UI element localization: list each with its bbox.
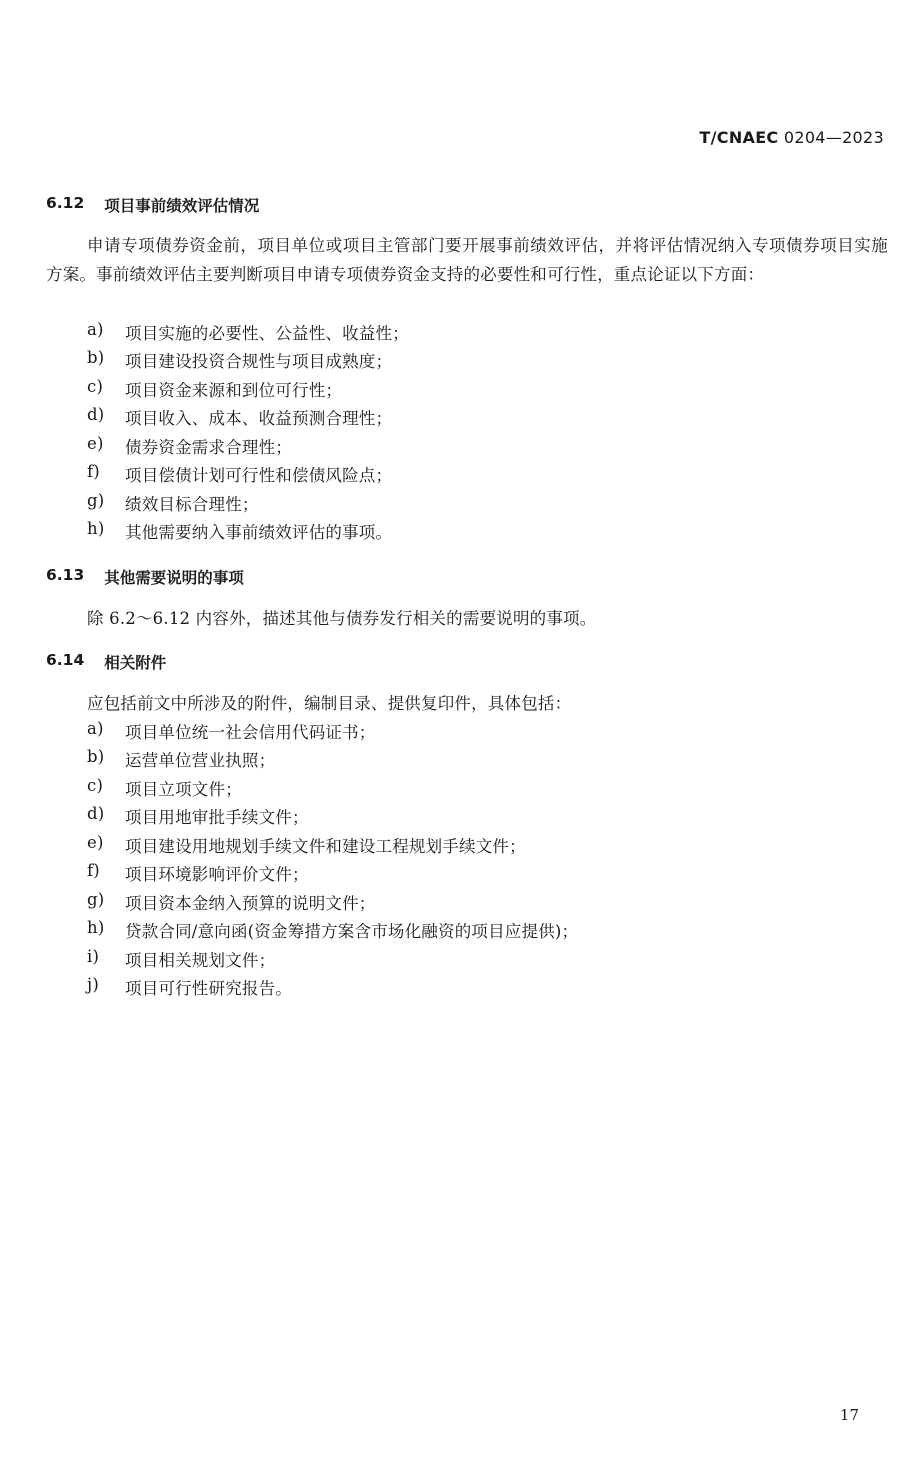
- list-marker: f): [87, 861, 100, 880]
- list-text: 项目偿债计划可行性和偿债风险点；: [125, 466, 393, 485]
- section-title-6-13: [46, 566, 244, 588]
- list-marker: i): [87, 947, 100, 966]
- section-heading: 其他需要说明的事项: [104, 569, 244, 587]
- list-text: 其他需要纳入事前绩效评估的事项。: [125, 523, 393, 542]
- list-text: 贷款合同/意向函(资金筹措方案含市场化融资的项目应提供)；: [125, 922, 579, 941]
- list-text: 项目可行性研究报告。: [125, 979, 292, 998]
- list-text: 项目收入、成本、收益预测合理性；: [125, 409, 393, 428]
- list-marker: c): [87, 377, 104, 396]
- section-heading: 项目事前绩效评估情况: [104, 197, 260, 215]
- list-text: 项目资本金纳入预算的说明文件；: [125, 894, 376, 913]
- list-item: [87, 719, 890, 743]
- list-marker: h): [87, 519, 105, 538]
- list-item: [87, 776, 890, 800]
- list-marker: b): [87, 747, 105, 766]
- list-text: 项目用地审批手续文件；: [125, 808, 309, 827]
- section-heading: 相关附件: [104, 654, 167, 672]
- list-marker: j): [87, 975, 99, 994]
- list-text: 项目环境影响评价文件；: [125, 865, 309, 884]
- list-marker: b): [87, 348, 105, 367]
- section-intro-paragraph: 除 6.2～6.12 内容外，描述其他与债券发行相关的需要说明的事项。: [87, 609, 597, 628]
- list-item: [87, 947, 890, 971]
- list-text: 项目单位统一社会信用代码证书；: [125, 723, 376, 742]
- list-item: [87, 491, 890, 515]
- page-number: 17: [839, 1406, 859, 1424]
- section-intro-paragraph: 应包括前文中所涉及的附件，编制目录、提供复印件，具体包括：: [87, 694, 572, 713]
- list-item: [87, 861, 890, 885]
- list-item: [87, 405, 890, 429]
- list-text: 项目实施的必要性、公益性、收益性；: [125, 324, 409, 343]
- list-item: [87, 348, 890, 372]
- list-text: 债券资金需求合理性；: [125, 438, 292, 457]
- list-item: [87, 519, 890, 543]
- section-intro-paragraph: 申请专项债券资金前，项目单位或项目主管部门要开展事前绩效评估，并将评估情况纳入专项债券项目实施方案。事前绩效评估主要判断项目申请专项债券资金支持的必要性和可行性，重点论证以下方面：: [46, 236, 888, 284]
- document-code-number: 0204—2023: [783, 128, 884, 147]
- list-marker: d): [87, 804, 105, 823]
- list-marker: d): [87, 405, 105, 424]
- list-item: [87, 462, 890, 486]
- list-marker: h): [87, 918, 105, 937]
- list-marker: a): [87, 719, 104, 738]
- section-number: 6.14: [46, 651, 85, 669]
- list-text: 运营单位营业执照；: [125, 751, 276, 770]
- document-code: [699, 128, 884, 147]
- list-text: 项目立项文件；: [125, 780, 242, 799]
- list-item: [87, 975, 890, 999]
- list-marker: a): [87, 320, 104, 339]
- list-item: [87, 320, 890, 344]
- list-text: 绩效目标合理性；: [125, 495, 259, 514]
- list-marker: g): [87, 890, 105, 909]
- list-marker: e): [87, 833, 104, 852]
- list-marker: e): [87, 434, 104, 453]
- list-item: [87, 804, 890, 828]
- section-number: 6.12: [46, 194, 85, 212]
- list-item: [87, 890, 890, 914]
- list-text: 项目相关规划文件；: [125, 951, 276, 970]
- list-text: 项目建设投资合规性与项目成熟度；: [125, 352, 393, 371]
- list-marker: c): [87, 776, 104, 795]
- list-marker: g): [87, 491, 105, 510]
- list-item: [87, 434, 890, 458]
- list-text: 项目资金来源和到位可行性；: [125, 381, 343, 400]
- list-text: 项目建设用地规划手续文件和建设工程规划手续文件；: [125, 837, 526, 856]
- section-number: 6.13: [46, 566, 85, 584]
- list-item: [87, 833, 890, 857]
- section-title-6-14: [46, 651, 166, 673]
- document-code-prefix: T/CNAEC: [699, 128, 779, 147]
- list-item: [87, 918, 890, 942]
- list-item: [87, 747, 890, 771]
- list-item: [87, 377, 890, 401]
- list-marker: f): [87, 462, 100, 481]
- section-title-6-12: [46, 194, 259, 216]
